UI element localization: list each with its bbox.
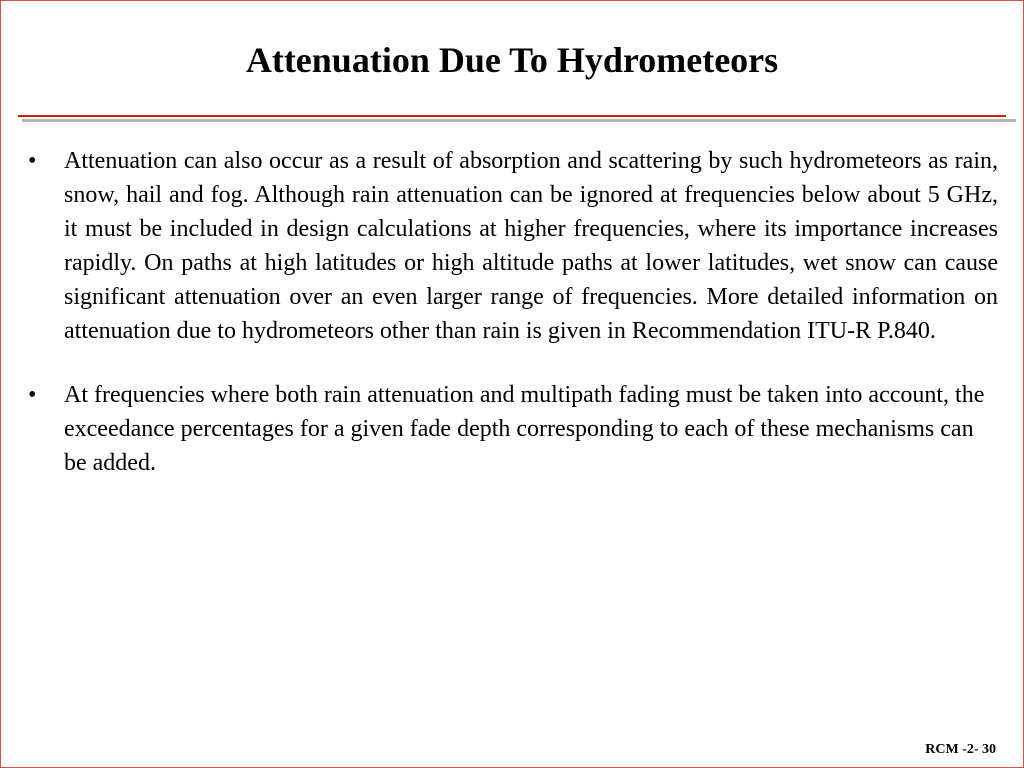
title-underline-shadow bbox=[22, 119, 1016, 122]
bullet-item bbox=[28, 144, 998, 348]
slide-number: RCM -2- 30 bbox=[925, 742, 996, 757]
slide-title: Attenuation Due To Hydrometeors bbox=[245, 40, 779, 80]
bullet-text: At frequencies where both rain attenuation and multipath fading must be taken into account, the exceedance percentages for a given fade depth corresponding to each of these mechanisms can be added. bbox=[64, 382, 985, 476]
title-underline bbox=[18, 115, 1006, 117]
bullet-item bbox=[28, 378, 998, 480]
bullet-text: Attenuation can also occur as a result of absorption and scattering by such hydrometeors as rain, snow, hail and fog. Although rain attenuation can be ignored at frequencies below about 5 GHz, it must be included in design calculations at higher frequencies, where its importance increases rapidly. On paths at high latitudes or high altitude paths at lower latitudes, wet snow can cause significant attenuation over an even larger range of frequencies. More detailed information on attenuation due to hydrometeors other than rain is given in Recommendation ITU-R P.840. bbox=[64, 148, 998, 344]
slide-content bbox=[28, 144, 998, 480]
bullet-marker: • bbox=[28, 148, 37, 174]
bullet-marker: • bbox=[28, 382, 37, 408]
